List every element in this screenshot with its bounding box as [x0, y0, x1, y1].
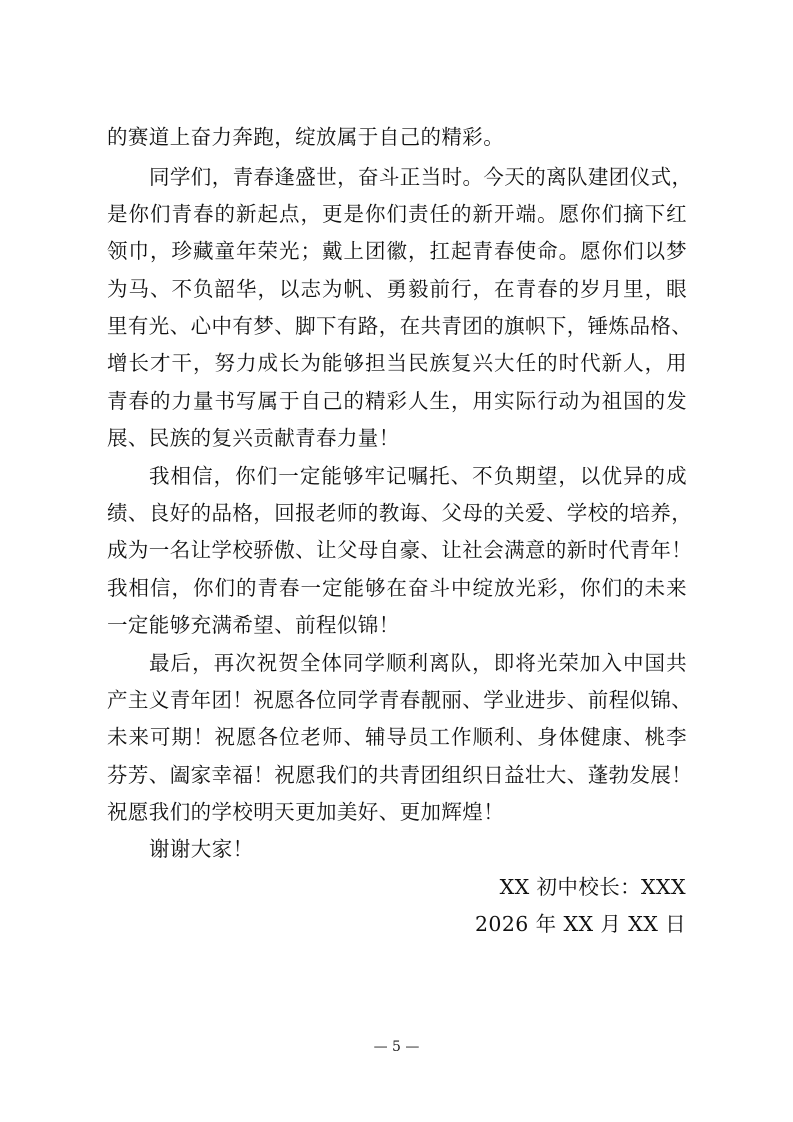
paragraph-line: 最后，再次祝贺全体同学顺利离队，即将光荣加入中国共	[149, 651, 687, 675]
paragraph-line: 的赛道上奋力奔跑，绽放属于自己的精彩。	[107, 125, 505, 149]
closing-thanks: 谢谢大家！	[149, 837, 254, 861]
paragraph-line: 一定能够充满希望、前程似锦！	[107, 613, 400, 637]
paragraph-line: 是你们青春的新起点，更是你们责任的新开端。愿你们摘下红	[107, 202, 687, 226]
paragraph-line: 我相信，你们一定能够牢记嘱托、不负期望，以优异的成	[149, 464, 687, 488]
paragraph-line: 祝愿我们的学校明天更加美好、更加辉煌！	[107, 800, 505, 824]
signature-author: XX 初中校长：XXX	[499, 875, 686, 899]
paragraph-line: 绩、良好的品格，回报老师的教诲、父母的关爱、学校的培养，	[107, 501, 693, 525]
paragraph-line: 未来可期！祝愿各位老师、辅导员工作顺利、身体健康、桃李	[107, 725, 687, 749]
page-number: — 5 —	[373, 1039, 420, 1055]
paragraph-line: 里有光、心中有梦、脚下有路，在共青团的旗帜下，锤炼品格、	[107, 314, 693, 338]
paragraph-line: 成为一名让学校骄傲、让父母自豪、让社会满意的新时代青年！	[107, 538, 693, 562]
paragraph-line: 领巾，珍藏童年荣光；戴上团徽，扛起青春使命。愿你们以梦	[107, 239, 687, 263]
paragraph-line: 为马、不负韶华，以志为帆、勇毅前行，在青春的岁月里，眼	[107, 277, 687, 301]
paragraph-line: 我相信，你们的青春一定能够在奋斗中绽放光彩，你们的未来	[107, 576, 687, 600]
paragraph-line: 芬芳、阖家幸福！祝愿我们的共青团组织日益壮大、蓬勃发展！	[107, 763, 693, 787]
paragraph-line: 青春的力量书写属于自己的精彩人生，用实际行动为祖国的发	[107, 389, 687, 413]
paragraph-line: 增长才干，努力成长为能够担当民族复兴大任的时代新人，用	[107, 351, 687, 375]
paragraph-line: 展、民族的复兴贡献青春力量！	[107, 426, 400, 450]
paragraph-line: 同学们，青春逢盛世，奋斗正当时。今天的离队建团仪式，	[149, 165, 693, 189]
signature-date: 2026 年 XX 月 XX 日	[474, 912, 686, 936]
paragraph-line: 产主义青年团！祝愿各位同学青春靓丽、学业进步、前程似锦、	[107, 688, 693, 712]
